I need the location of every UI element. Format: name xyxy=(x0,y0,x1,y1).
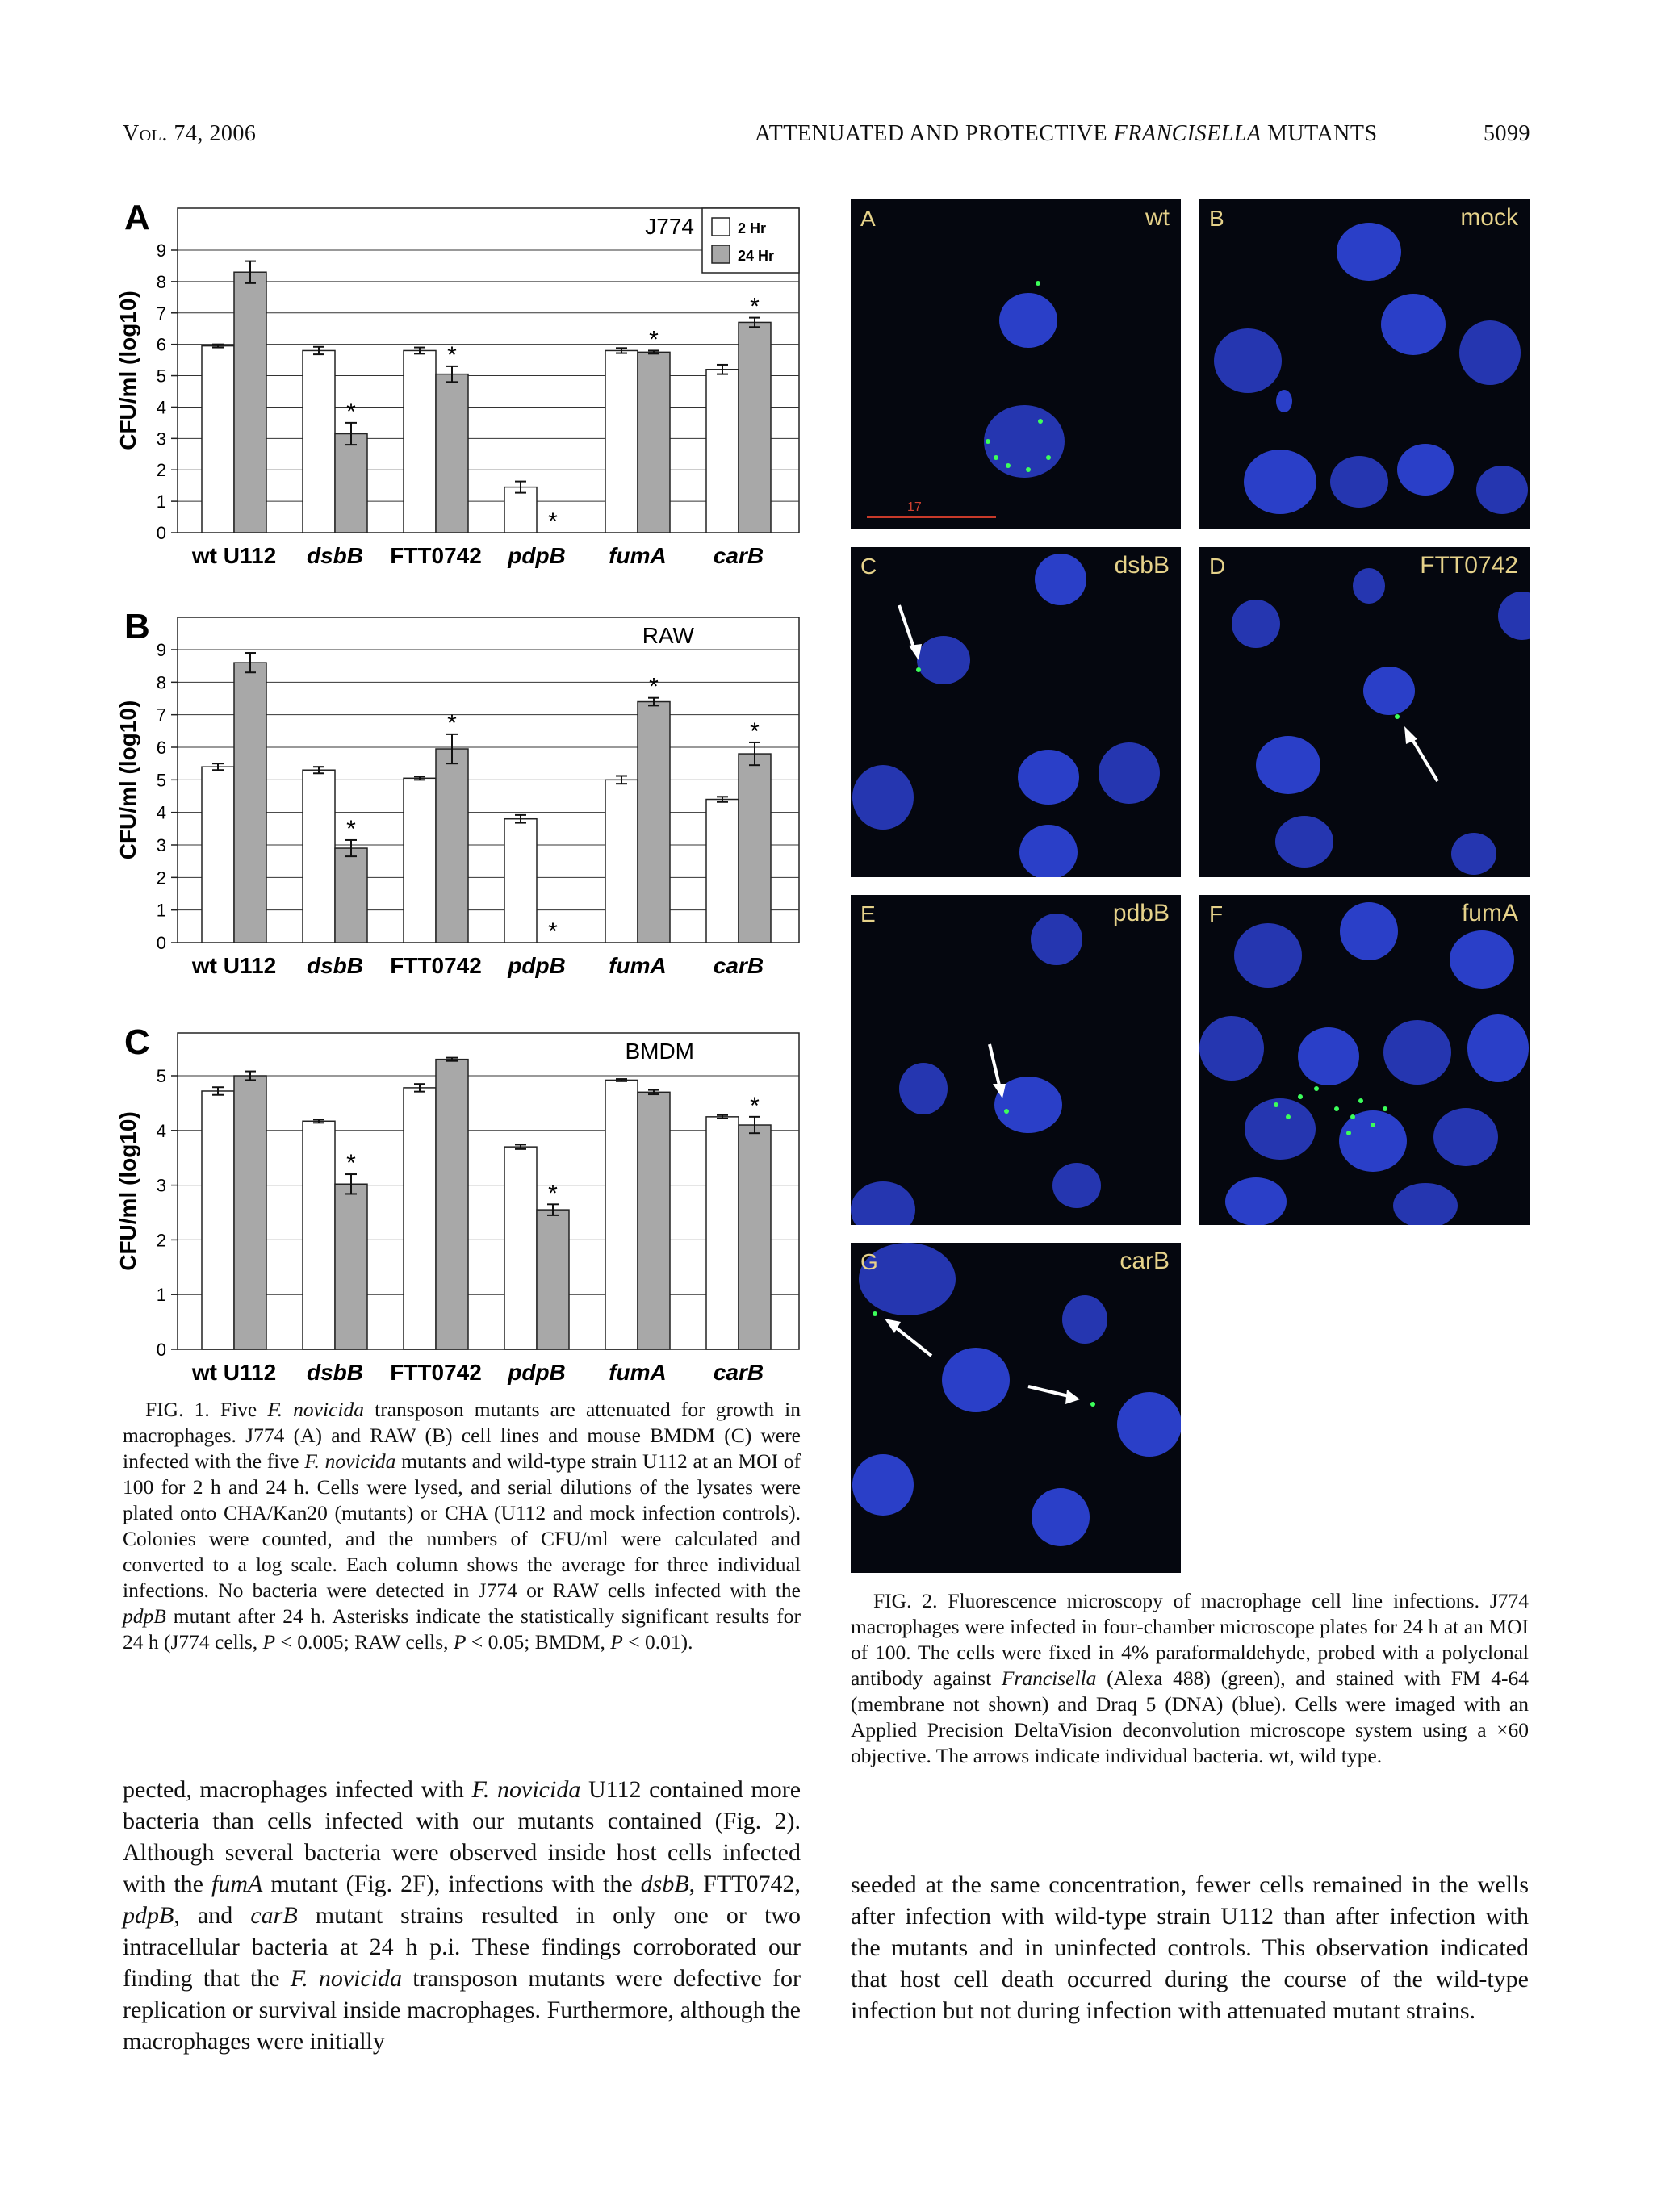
caption-text: mutants and wild-type strain U112 at an MOI of 100 for 2 h and 24 h. Cells were lysed, and serial dilutions of the lysates were plated onto CHA/Kan20 (mutants) or CHA (U112 and mock infection controls). Colonies were counted, and the numbers of CFU/ml were calculated and converted to a log scale. Each column shows the average for three individual infections. No bacteria were detected in J774 or RAW cells infected with the xyxy=(123,1449,801,1602)
y-tick-label: 4 xyxy=(156,1120,166,1141)
y-tick-label: 6 xyxy=(156,738,166,758)
caption-text: < 0.05; BMDM, xyxy=(466,1630,611,1654)
caption-text: < 0.01). xyxy=(622,1630,693,1654)
category-label: wt U112 xyxy=(191,543,277,568)
y-tick-label: 0 xyxy=(156,933,166,953)
y-tick-label: 2 xyxy=(156,460,166,481)
bar-2hr xyxy=(303,1121,335,1349)
figure-2-caption xyxy=(851,1588,1529,1769)
caption-italic: F. novicida xyxy=(267,1398,364,1421)
micrograph-panel-c xyxy=(851,547,1181,877)
y-tick-label: 1 xyxy=(156,491,166,512)
category-label: wt U112 xyxy=(191,1360,277,1385)
micrograph-panel-f xyxy=(1199,895,1530,1225)
y-axis-label: CFU/ml (log10) xyxy=(115,1111,140,1271)
y-tick-label: 9 xyxy=(156,240,166,261)
body-italic: dsbB xyxy=(640,1871,689,1897)
caption-text: FIG. 1. Five xyxy=(145,1398,268,1421)
micrograph-image xyxy=(1199,547,1530,877)
caption-text: (Alexa 488) (green), and stained with FM 4-64 (membrane not shown) and Draq 5 (DNA) (blue). Cells were imaged with an Applied Precision DeltaVision deconvolution microscope system using a ×60 objective. The arrows indicate individual bacteria. wt, wild type. xyxy=(851,1666,1529,1767)
micrograph-image xyxy=(851,895,1181,1225)
legend-swatch-24hr xyxy=(712,245,730,263)
significance-asterisk: * xyxy=(750,293,760,320)
category-label: fumA xyxy=(609,1360,667,1385)
bar-2hr xyxy=(202,1091,234,1349)
volume-number: . 74, 2006 xyxy=(161,121,257,146)
micrograph-image xyxy=(1199,199,1530,529)
bar-2hr xyxy=(404,1088,436,1349)
panel-letter: F xyxy=(1209,901,1224,926)
bar-2hr xyxy=(605,1080,638,1349)
y-tick-label: 6 xyxy=(156,334,166,355)
micrograph-panel-e xyxy=(851,895,1181,1225)
micrograph-panel-a xyxy=(851,199,1181,529)
panel-name: wt xyxy=(1145,204,1170,231)
running-header-volume xyxy=(123,121,256,147)
y-tick-label: 7 xyxy=(156,303,166,324)
body-text-right: seeded at the same concentration, fewer cells remained in the wells after infection with wild-type strain U112 than after infection with the mutants and in uninfected controls. This observation indicated that host cell death occurred during the course of the wild-type infection but not during infection with attenuated mutant strains. xyxy=(851,1871,1529,2024)
y-tick-label: 3 xyxy=(156,835,166,855)
bar-24hr xyxy=(739,322,771,533)
legend-label: 24 Hr xyxy=(738,248,775,264)
significance-asterisk: * xyxy=(649,326,659,353)
panel-label: A xyxy=(124,198,150,237)
panel-name: pdbB xyxy=(1112,900,1170,926)
micrograph-panel-g xyxy=(851,1243,1181,1573)
header-title-pre: ATTENUATED AND PROTECTIVE xyxy=(755,121,1114,146)
bar-2hr xyxy=(605,780,638,943)
category-label: dsbB xyxy=(307,543,363,568)
y-tick-label: 4 xyxy=(156,802,166,823)
bar-2hr xyxy=(504,487,537,533)
category-label: carB xyxy=(713,1360,764,1385)
scale-bar-label: 17 xyxy=(907,500,922,514)
significance-asterisk: * xyxy=(346,815,356,843)
panel-letter: E xyxy=(860,901,876,926)
bar-2hr xyxy=(202,767,234,943)
bar-2hr xyxy=(303,770,335,943)
bar-24hr xyxy=(234,1076,266,1349)
significance-asterisk: * xyxy=(548,1180,558,1207)
caption-italic: Francisella xyxy=(1001,1666,1097,1690)
cell-line-label: J774 xyxy=(645,214,694,239)
bar-24hr xyxy=(436,749,468,943)
bar-2hr xyxy=(303,350,335,533)
panel-letter: A xyxy=(860,206,876,231)
page-number: 5099 xyxy=(1484,121,1530,146)
micrograph-image xyxy=(851,1243,1181,1573)
y-tick-label: 5 xyxy=(156,366,166,387)
bar-2hr xyxy=(202,346,234,533)
body-italic: F. novicida xyxy=(471,1776,581,1803)
volume-label: Vol xyxy=(123,121,162,146)
running-header-title xyxy=(755,121,1378,147)
caption-italic: F. novicida xyxy=(304,1449,396,1473)
category-label: dsbB xyxy=(307,1360,363,1385)
bar-24hr xyxy=(436,374,468,533)
bar-2hr xyxy=(706,800,739,943)
category-label: carB xyxy=(713,953,764,978)
y-tick-label: 2 xyxy=(156,1230,166,1251)
caption-italic: pdpB xyxy=(123,1604,166,1628)
bar-24hr xyxy=(234,272,266,533)
bar-2hr xyxy=(404,778,436,943)
significance-asterisk: * xyxy=(346,398,356,425)
panel-label: B xyxy=(124,607,150,646)
category-label: pdpB xyxy=(508,1360,566,1385)
bar-24hr xyxy=(638,1092,670,1349)
y-tick-label: 0 xyxy=(156,1340,166,1360)
body-italic: carB xyxy=(250,1902,298,1929)
significance-asterisk: * xyxy=(548,508,558,535)
category-label: FTT0742 xyxy=(390,1360,482,1385)
body-italic: fumA xyxy=(211,1871,263,1897)
significance-asterisk: * xyxy=(548,918,558,945)
significance-asterisk: * xyxy=(649,673,659,700)
body-text-left xyxy=(123,1774,801,2057)
caption-text: mutant after 24 h. Asterisks indicate the statistically significant results for 24 h (J774 cells, xyxy=(123,1604,801,1654)
caption-text: < 0.005; RAW cells, xyxy=(275,1630,454,1654)
body-text: mutant (Fig. 2F), infections with the xyxy=(262,1871,641,1897)
panel-name: FTT0742 xyxy=(1420,552,1518,579)
category-label: pdpB xyxy=(508,953,566,978)
figure-1-svg xyxy=(113,194,823,1396)
bar-24hr xyxy=(335,1184,367,1349)
y-tick-label: 8 xyxy=(156,672,166,693)
micrograph-image xyxy=(1199,895,1530,1225)
panel-letter: C xyxy=(860,554,877,579)
y-tick-label: 3 xyxy=(156,429,166,450)
y-axis-label: CFU/ml (log10) xyxy=(115,700,140,860)
bar-2hr xyxy=(504,1147,537,1349)
y-tick-label: 1 xyxy=(156,900,166,921)
category-label: wt U112 xyxy=(191,953,277,978)
y-tick-label: 1 xyxy=(156,1285,166,1306)
panel-label: C xyxy=(124,1022,150,1062)
micrograph-image xyxy=(851,199,1181,529)
bar-24hr xyxy=(234,663,266,943)
bar-24hr xyxy=(436,1060,468,1349)
micrograph-panel-d xyxy=(1199,547,1530,877)
y-tick-label: 2 xyxy=(156,868,166,889)
bar-24hr xyxy=(638,352,670,533)
caption-text: transposon mutants are attenuated for growth in macrophages. J774 (A) and RAW (B) cell lines and mouse BMDM (C) were infected with the five xyxy=(123,1398,801,1473)
bar-2hr xyxy=(504,819,537,943)
body-text: mutant strains resulted in only one or two intracellular bacteria at 24 h p.i. These findings corroborated our finding that the xyxy=(123,1902,801,1992)
bar-2hr xyxy=(404,350,436,533)
body-text: transposon mutants were defective for replication or survival inside macrophages. Furthermore, although the macrophages were initially xyxy=(123,1965,801,2055)
bar-2hr xyxy=(605,350,638,533)
category-label: fumA xyxy=(609,953,667,978)
category-label: FTT0742 xyxy=(390,543,482,568)
figure-1-caption xyxy=(123,1397,801,1655)
header-title-post: MUTANTS xyxy=(1261,121,1378,146)
micrograph-image xyxy=(851,547,1181,877)
bar-24hr xyxy=(537,1210,569,1349)
caption-text: FIG. 2. Fluorescence microscopy of macrophage cell line infections. J774 macrophages were infected in four-chamber microscope plates for 24 h at an MOI of 100. The cells were fixed in 4% paraformaldehyde, probed with a polyclonal antibody against xyxy=(851,1589,1529,1690)
body-text: U112 contained more bacteria than cells infected with our mutants contained (Fig. 2). Although several bacteria were observed inside host cells infected with the xyxy=(123,1776,801,1897)
y-tick-label: 5 xyxy=(156,770,166,791)
figure-1-charts xyxy=(113,194,823,1400)
panel-name: mock xyxy=(1460,204,1518,231)
legend-swatch-2hr xyxy=(712,218,730,236)
significance-asterisk: * xyxy=(346,1150,356,1177)
caption-italic: P xyxy=(610,1630,623,1654)
bar-24hr xyxy=(739,754,771,943)
panel-letter: D xyxy=(1209,554,1226,579)
body-text: , FTT0742, xyxy=(688,1871,801,1897)
panel-name: fumA xyxy=(1461,900,1518,926)
bar-2hr xyxy=(706,370,739,533)
bar-24hr xyxy=(638,702,670,943)
bar-24hr xyxy=(335,848,367,943)
header-title-italic: FRANCISELLA xyxy=(1113,121,1262,146)
caption-italic: P xyxy=(453,1630,467,1654)
bar-24hr xyxy=(335,434,367,533)
category-label: FTT0742 xyxy=(390,953,482,978)
panel-letter: B xyxy=(1209,206,1224,231)
body-text: pected, macrophages infected with xyxy=(123,1776,472,1803)
cell-line-label: BMDM xyxy=(625,1039,694,1064)
category-label: carB xyxy=(713,543,764,568)
body-text: , and xyxy=(174,1902,251,1929)
y-tick-label: 4 xyxy=(156,397,166,418)
significance-asterisk: * xyxy=(447,709,457,737)
cell-line-label: RAW xyxy=(642,623,694,648)
significance-asterisk: * xyxy=(750,717,760,745)
bar-2hr xyxy=(706,1117,739,1349)
body-italic: F. novicida xyxy=(290,1965,403,1992)
y-tick-label: 9 xyxy=(156,640,166,660)
category-label: fumA xyxy=(609,543,667,568)
y-tick-label: 0 xyxy=(156,523,166,543)
category-label: pdpB xyxy=(508,543,566,568)
caption-italic: P xyxy=(262,1630,276,1654)
y-tick-label: 3 xyxy=(156,1175,166,1196)
y-axis-label: CFU/ml (log10) xyxy=(115,291,140,450)
scale-bar xyxy=(867,516,996,518)
y-tick-label: 7 xyxy=(156,705,166,725)
micrograph-panel-b xyxy=(1199,199,1530,529)
y-tick-label: 5 xyxy=(156,1066,166,1086)
panel-letter: G xyxy=(860,1249,878,1274)
significance-asterisk: * xyxy=(447,341,457,369)
significance-asterisk: * xyxy=(750,1092,760,1119)
panel-name: carB xyxy=(1119,1248,1170,1274)
legend-label: 2 Hr xyxy=(738,220,767,236)
bar-24hr xyxy=(739,1125,771,1349)
y-tick-label: 8 xyxy=(156,271,166,292)
panel-name: dsbB xyxy=(1114,552,1170,579)
body-italic: pdpB xyxy=(123,1902,174,1929)
category-label: dsbB xyxy=(307,953,363,978)
